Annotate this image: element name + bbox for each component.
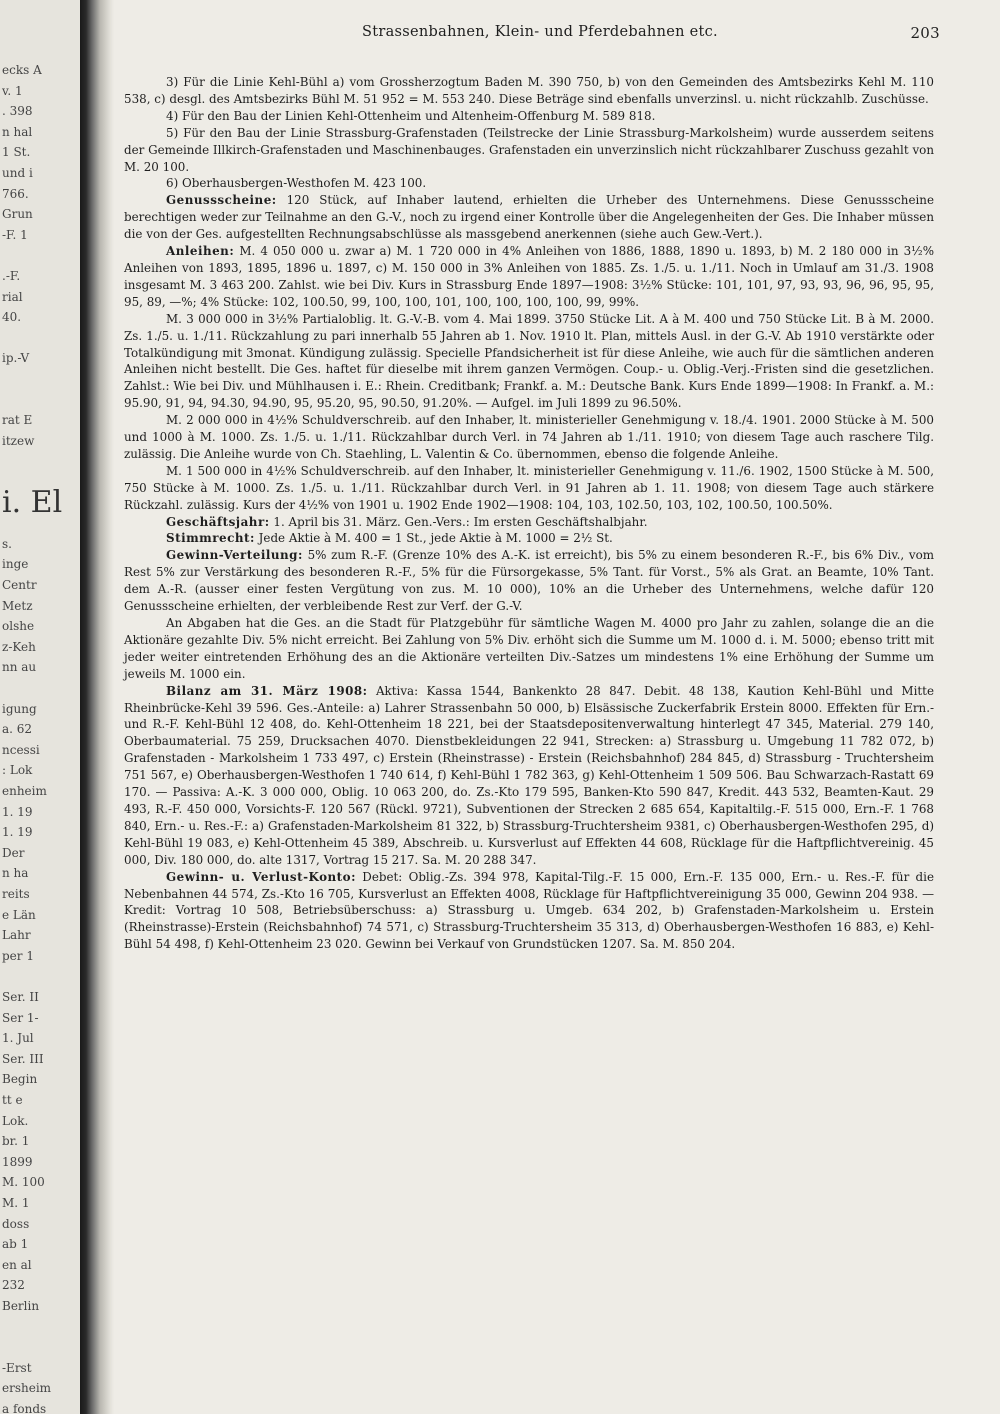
paragraph-text: M. 3 000 000 in 3½% Partialoblig. lt. G.-V.-B. vom 4. Mai 1899. 3750 Stücke Lit. A à M. 400 und 750 Stücke Lit. B à M. 2000. Zs. 1./5. u. 1./11. Rückzahlung zu pari innerhalb 55 Jahren ab 1. Nov. 1910 lt. Plan, mittels Ausl. in der G.-V. Ab 1910 verstärkte oder Totalkündigung mit 3monat. Kündigung zulässig. Specielle Pfandsicherheit ist für diese Anleihe, wie auch für die sämtlichen anderen Anleihen nicht bestellt. Die Ges. haftet für dieselbe mit ihrem ganzen Vermögen. Coup.- u. Oblig.-Verj.-Fristen sind die gesetzlichen. Zahlst.: Wie bei Div. und Mühlhausen i. E.: Rhein. Creditbank; Frankf. a. M.: Deutsche Bank. Kurs Ende 1899—1908: In Frankf. a. M.: 95.90, 91, 94, 94.30, 94.90, 95, 95.20, 95, 90.50, 91.20%. — Aufgel. im Juli 1899 zu 96.50%. <box>124 311 934 411</box>
facing-page-fragment: und i <box>2 166 33 180</box>
running-title: Strassenbahnen, Klein- und Pferdebahnen etc. <box>362 24 718 40</box>
paragraph-text: Jede Aktie à M. 400 = 1 St., jede Aktie à M. 1000 = 2½ St. <box>258 531 613 546</box>
facing-page-fragment: M. 100 <box>2 1175 45 1190</box>
paragraph-text: An Abgaben hat die Ges. an die Stadt für Platzgebühr für sämtliche Wagen M. 4000 pro Jahr zu zahlen, solange die an die Aktionäre gezahlte Div. 5% nicht erreicht. Bei Zahlung von 5% Div. erhöht sich die Summe um M. 1000 d. i. M. 5000; ebenso tritt mit jeder weiter eintretenden Erhöhung des an die Aktionäre verteilten Div.-Satzes um mindestens 1% eine Erhöhung der Summe um jeweils M. 1000 ein. <box>124 616 934 681</box>
paragraph <box>124 547 934 615</box>
paragraph <box>124 615 934 683</box>
facing-page-fragment: nn au <box>2 660 37 675</box>
paragraph-text: Aktiva: Kassa 1544, Bankenkto 28 847. Debit. 48 138, Kaution Kehl-Bühl und Mitte Rheinbrücke-Kehl 39 596. Ges.-Anteile: a) Lahrer Strassenbahn 50 000, b) Elsässische Zuckerfabrik Erstein 8000. Effekten für Ern.- und R.-F. Kehl-Bühl 12 408, do. Kehl-Ottenheim 18 221, bei der Staatsdepositenverwaltung hinterlegt 47 345, Material. 279 140, Oberbaumaterial. 75 259, Drucksachen 4070. Dienstbekleidungen 22 941, Strecken: a) Strassburg u. Umgebung 11 782 072, b) Grafenstaden - Markolsheim 1 733 497, c) Erstein (Rheinstrasse) - Erstein (Reichsbahnhof) 284 845, d) Strassburg - Truchtersheim 751 567, e) Oberhausbergen-Westhofen 1 740 614, f) Kehl-Bühl 1 782 363, g) Kehl-Ottenheim 1 509 506. Bau Schwarzach-Rastatt 69 170. — Passiva: A.-K. 3 000 000, Oblig. 10 063 200, do. Zs.-Kto 179 595, Banken-Kto 590 847, Kredit. 443 532, Beamten-Kaut. 29 493, R.-F. 450 000, Vorsichts-F. 120 567 (Rückl. 9721), Subventionen der Strecken 2 685 654, Kapitaltilg.-F. 515 000, Ern.-F. 1 768 840, Ern.- u. Res.-F.: a) Grafenstaden-Markolsheim 81 322, b) Strassburg-Truchtersheim 9381, c) Oberhausbergen-Westhofen 295, d) Kehl-Bühl 19 083, e) Kehl-Ottenheim 45 389, Abschreib. u. Kursverlust auf Effekten 44 608, Rücklage für die Haftpflichtvereinig. 45 000, Div. 180 000, do. alte 1317, Vortrag 15 217. Sa. M. 20 288 347. <box>124 683 934 867</box>
facing-page-fragment: Centr <box>2 578 37 592</box>
paragraph <box>124 530 934 547</box>
facing-page-fragment: . 398 <box>2 104 33 119</box>
paragraph <box>124 463 934 514</box>
page-header <box>140 24 940 46</box>
paragraph-text: 6) Oberhausbergen-Westhofen M. 423 100. <box>166 176 427 191</box>
facing-page-fragment: s. <box>2 536 12 551</box>
paragraph-label: Stimmrecht: <box>166 531 255 546</box>
book-gutter <box>80 0 114 1414</box>
paragraph-label: Bilanz am 31. März 1908: <box>166 683 368 698</box>
paragraph <box>124 175 934 192</box>
paragraph-text: M. 2 000 000 in 4½% Schuldverschreib. auf den Inhaber, lt. ministerieller Genehmigung v. 18./4. 1901. 2000 Stücke à M. 500 und 1000 à M. 1000. Zs. 1./5. u. 1./11. Rückzahlbar durch Verl. in 74 Jahren ab 1./11. 1910; von diesem Tage auch raschere Tilg. zulässig. Die Anleihe wurde von Ch. Staehling, L. Valentin & Co. übernommen, ebenso die folgende Anleihe. <box>124 413 934 461</box>
paragraph-label: Anleihen: <box>166 244 235 259</box>
facing-page-fragment: itzew <box>2 433 35 448</box>
paragraph <box>124 514 934 531</box>
facing-page-fragment: a. 62 <box>2 722 33 737</box>
facing-page-fragment: Berlin <box>2 1299 40 1313</box>
facing-page-fragment: 232 <box>2 1278 25 1293</box>
facing-page-fragment: i. El <box>2 484 63 520</box>
paragraph-text: 120 Stück, auf Inhaber lautend, erhielten die Urheber des Unternehmens. Diese Genussscheine berechtigen weder zur Teilnahme an den G.-V., noch zu irgend einer Kontrolle über die Angelegenheiten der Ges. Die Inhaber müssen die von der Ges. aufgestellten Rechnungsabschlüsse als massgebend anerkennen (siehe auch Gew.-Vert.). <box>124 193 934 242</box>
facing-page-fragment: 766. <box>2 186 29 201</box>
facing-page-fragment: n hal <box>2 124 33 139</box>
facing-page-fragment: : Lok <box>2 763 33 778</box>
facing-page-fragment: br. 1 <box>2 1134 30 1149</box>
facing-page-fragment: 1. 19 <box>2 825 33 840</box>
facing-page-fragment: Lahr <box>2 928 31 943</box>
paragraph <box>124 125 934 176</box>
paragraph <box>124 74 934 108</box>
facing-page-fragment: v. 1 <box>2 83 23 98</box>
facing-page-fragment: 1. 19 <box>2 804 33 819</box>
facing-page-fragment: rial <box>2 289 23 304</box>
paragraph <box>124 192 934 243</box>
facing-page-fragment: olshe <box>2 619 35 634</box>
facing-page-fragment: ip.-V <box>2 351 30 366</box>
paragraph-label: Gewinn-Verteilung: <box>166 548 303 563</box>
facing-page-fragment: 1 St. <box>2 145 31 160</box>
facing-page-fragment: Metz <box>2 598 33 613</box>
facing-page-fragment: e Län <box>2 907 36 922</box>
facing-page-fragment: doss <box>2 1216 30 1231</box>
facing-page-fragment: a fonds <box>2 1402 47 1414</box>
facing-page-margin <box>0 0 80 1414</box>
facing-page-fragment: Ser. II <box>2 990 39 1004</box>
paragraph <box>124 243 934 311</box>
facing-page-fragment: reits <box>2 887 30 901</box>
page-number: 203 <box>910 24 940 42</box>
paragraph <box>124 311 934 412</box>
facing-page-fragment: Der <box>2 845 25 860</box>
facing-page-fragment: en al <box>2 1257 32 1272</box>
facing-page-fragment: M. 1 <box>2 1196 30 1210</box>
facing-page-fragment: Lok. <box>2 1113 29 1128</box>
facing-page-fragment: ncessi <box>2 742 40 757</box>
facing-page-fragment: igung <box>2 701 37 716</box>
facing-page-fragment: inge <box>2 557 29 572</box>
paragraph <box>124 683 934 869</box>
paragraph-text: 5% zum R.-F. (Grenze 10% des A.-K. ist erreicht), bis 5% zu einem besonderen R.-F., bis 6% Div., vom Rest 5% zur Verstärkung des besonderen R.-F., 5% für die Fürsorgekasse, 5% Tant. für Vorst., 5% als Grat. an Beamte, 10% Tant. dem A.-R. (ausser einer festen Vergütung von zus. M. 10 000), 10% an die Urheber des Unternehmens, welche dafür 120 Genussscheine erhielten, der verbleibende Rest zur Verf. der G.-V. <box>124 548 934 614</box>
facing-page-fragment: Ser. III <box>2 1051 44 1066</box>
paragraph-text: Debet: Oblig.-Zs. 394 978, Kapital-Tilg.-F. 15 000, Ern.-F. 135 000, Ern.- u. Res.-F. für die Nebenbahnen 44 574, Zs.-Kto 16 705, Kursverlust an Effekten 4008, Rücklage für Haftpflichtvereinigung 35 000, Gewinn 204 938. — Kredit: Vortrag 10 508, Betriebsüberschuss: a) Strassburg u. Umgeb. 634 202, b) Grafenstaden-Markolsheim u. Erstein (Rheinstrasse)-Erstein (Reichsbahnhof) 74 571, c) Strassburg-Truchtersheim 35 313, d) Oberhausbergen-Westhofen 16 883, e) Kehl-Bühl 54 498, f) Kehl-Ottenheim 23 020. Gewinn bei Verkauf von Grundstücken 1207. Sa. M. 850 204. <box>124 869 935 952</box>
facing-page-fragment: per 1 <box>2 948 34 963</box>
facing-page-fragment: 1899 <box>2 1154 33 1169</box>
paragraph-text: 3) Für die Linie Kehl-Bühl a) vom Grossherzogtum Baden M. 390 750, b) von den Gemeinden des Amtsbezirks Kehl M. 110 538, c) desgl. des Amtsbezirks Bühl M. 51 952 = M. 553 240. Diese Beträge sind ebenfalls unverzinsl. u. nicht rückzahlb. Zuschüsse. <box>124 75 934 106</box>
facing-page-fragment: ersheim <box>2 1381 52 1396</box>
facing-page-fragment: tt e <box>2 1093 23 1107</box>
facing-page-fragment: 1. Jul <box>2 1031 34 1046</box>
paragraph-text: 5) Für den Bau der Linie Strassburg-Grafenstaden (Teilstrecke der Linie Strassburg-Markolsheim) wurde ausserdem seitens der Gemeinde Illkirch-Grafenstaden und Maschinenbauges. Grafenstaden ein unverzinslich nicht rückzahlbarer Zuschuss gezahlt von M. 20 100. <box>124 125 934 174</box>
facing-page-fragment: -Erst <box>2 1360 32 1375</box>
paragraph-text: 1. April bis 31. März. Gen.-Vers.: Im ersten Geschäftshalbjahr. <box>273 514 648 529</box>
facing-page-fragment: enheim <box>2 784 47 798</box>
paragraph-text: M. 4 050 000 u. zwar a) M. 1 720 000 in 4% Anleihen von 1886, 1888, 1890 u. 1893, b) M. 2 180 000 in 3½% Anleihen von 1893, 1895, 1896 u. 1897, c) M. 150 000 in 3% Anleihen von 1885. Zs. 1./5. u. 1./11. Noch in Umlauf am 31./3. 1908 insgesamt M. 3 463 200. Zahlst. wie bei Div. Kurs in Strassburg Ende 1897—1908: 3½% Stücke: 101, 101, 97, 93, 93, 96, 96, 95, 95, 95, 89, —%; 4% Stücke: 102, 100.50, 99, 100, 100, 101, 100, 100, 100, 100, 99, 99%. <box>124 244 934 309</box>
facing-page-fragment: n ha <box>2 866 29 881</box>
facing-page-fragment: -F. 1 <box>2 227 28 242</box>
facing-page-fragment: 40. <box>2 310 22 325</box>
paragraph-label: Gewinn- u. Verlust-Konto: <box>166 869 356 884</box>
paragraph <box>124 412 934 463</box>
paragraph-label: Genussscheine: <box>166 193 277 208</box>
facing-page-fragment: ab 1 <box>2 1237 29 1252</box>
facing-page-fragment: ecks A <box>2 63 42 77</box>
facing-page-fragment: Ser 1- <box>2 1010 39 1025</box>
paragraph <box>124 108 934 125</box>
paragraph-text: M. 1 500 000 in 4½% Schuldverschreib. auf den Inhaber, lt. ministerieller Genehmigung v. 11./6. 1902, 1500 Stücke à M. 500, 750 Stücke à M. 1000. Zs. 1./5. u. 1./11. Rückzahlbar durch Verl. in 91 Jahren ab 1. 11. 1908; von diesem Tage auch stärkere Rückzahl. zulässig. Kurs der 4½% von 1901 u. 1902 Ende 1902—1908: 104, 103, 102.50, 103, 102, 100.50, 100.50%. <box>124 463 934 512</box>
paragraph-text: 4) Für den Bau der Linien Kehl-Ottenheim und Altenheim-Offenburg M. 589 818. <box>166 108 656 123</box>
article-body <box>124 74 934 953</box>
facing-page-fragment: z-Keh <box>2 639 36 654</box>
facing-page-fragment: Begin <box>2 1072 38 1087</box>
facing-page-fragment: .-F. <box>2 269 21 283</box>
paragraph-label: Geschäftsjahr: <box>166 514 270 529</box>
facing-page-fragment: rat E <box>2 413 33 428</box>
paragraph <box>124 869 934 954</box>
facing-page-fragment: Grun <box>2 207 33 222</box>
